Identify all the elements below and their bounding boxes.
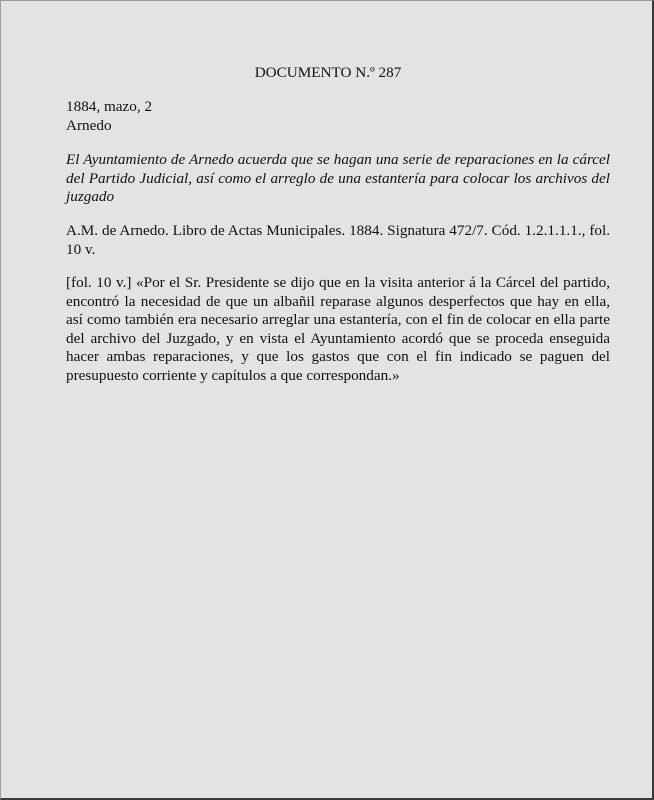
archival-source: A.M. de Arnedo. Libro de Actas Municipales. 1884. Signatura 472/7. Cód. 1.2.1.1.1., fol. 10 v. bbox=[66, 222, 610, 258]
date-place-block bbox=[66, 98, 610, 135]
document-date: 1884, mazo, 2 bbox=[66, 98, 153, 115]
document-place: Arnedo bbox=[66, 116, 112, 134]
document-transcription: [fol. 10 v.] «Por el Sr. Presidente se dijo que en la visita anterior á la Cárcel del partido, encontró la necesidad de que un albañil reparase algunos desperfectos que hay en ella, así como también era necesario arreglar una estantería, con el fin de colocar en ella parte del archivo del Juzgado, y en vista el Ayuntamiento acordó que se proceda enseguida hacer ambas reparaciones, y que los gastos que con el fin indicado se paguen del presupuesto corriente y capítulos a que correspondan.» bbox=[66, 274, 610, 384]
document-heading: DOCUMENTO N.º 287 bbox=[254, 64, 402, 81]
document-summary: El Ayuntamiento de Arnedo acuerda que se hagan una serie de reparaciones en la cárcel del Partido Judicial, así como el arreglo de una estantería para colocar los archivos del juzgado bbox=[66, 151, 610, 206]
